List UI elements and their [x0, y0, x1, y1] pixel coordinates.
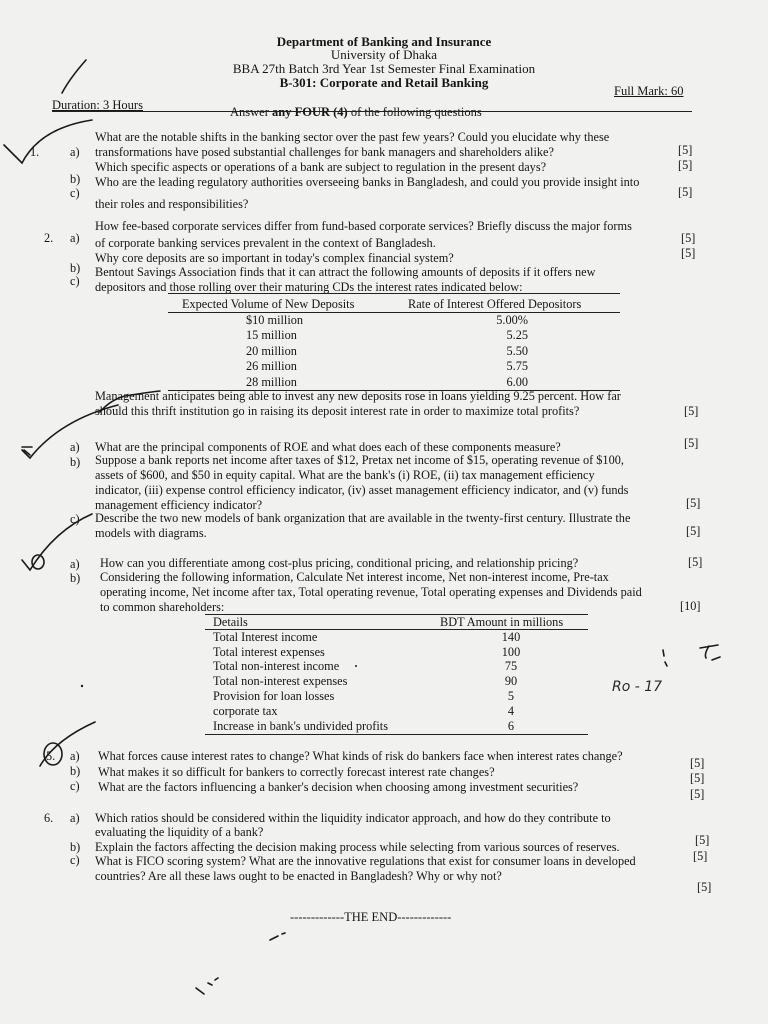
q1b-mark: [5]	[678, 158, 693, 172]
handwritten-note: Ro - 17	[612, 679, 663, 695]
q3b-text-line3: indicator, (iii) expense control efficiency indicator, (iv) asset management efficiency indicator, and (v) funds	[95, 483, 629, 497]
q6a-label: a)	[70, 811, 80, 825]
deposit-header-rate: Rate of Interest Offered Depositors	[408, 297, 582, 311]
duration: Duration: 3 Hours	[52, 98, 143, 112]
table-cell-label: Total Interest income	[213, 629, 318, 644]
q1a-mark: [5]	[678, 143, 693, 157]
q5b-label: b)	[70, 764, 81, 778]
table-cell-value: 6	[507, 718, 515, 733]
instructions: Answer any FOUR (4) of the following questions	[230, 105, 482, 119]
the-end: -------------THE END-------------	[290, 910, 452, 924]
exam-title: BBA 27th Batch 3rd Year 1st Semester Final Examination	[232, 61, 536, 76]
q3b-text-line4: management efficiency indicator?	[95, 498, 263, 512]
table-cell-value: 4	[507, 703, 515, 718]
table-cell-label: 28 million	[246, 374, 297, 389]
ink-dot	[81, 685, 83, 687]
table-cell-label: 15 million	[246, 328, 297, 342]
circle-q5-number	[44, 743, 62, 765]
q3b-mark: [5]	[686, 496, 701, 510]
q2c-text-line1: Bentout Savings Association finds that it can attract the following amounts of deposits if it offers new	[95, 265, 596, 279]
q2c-followup-line1: Management anticipates being able to invest any new deposits rose in loans yielding 9.25 percent. How far	[95, 389, 621, 403]
q4b-text-line2: operating income, Net income after tax, Total operating revenue, Total operating expenses and Dividends paid	[100, 585, 642, 599]
q3b-label: b)	[70, 455, 81, 469]
q2a-mark: [5]	[681, 231, 696, 245]
q5a-text: What forces cause interest rates to change? What kinds of risk do bankers face when interest rates change?	[98, 749, 623, 763]
handwritten-dots	[663, 650, 667, 666]
q3a-mark: [5]	[684, 436, 699, 450]
q3b-text-line1: Suppose a bank reports net income after taxes of $12, Pretax net income of $15, operating revenue of $100,	[95, 453, 624, 467]
q2c-followup-line2: should this thrift institution go in raising its deposit interest rate in order to maximize total profits?	[95, 404, 580, 418]
ink-dot-2	[355, 665, 357, 667]
q1a-label: a)	[70, 145, 80, 159]
q6b-label: b)	[70, 840, 81, 854]
question-2-number: 2.	[44, 231, 54, 245]
q1a-text-line2: transformations have posed substantial challenges for bank managers and shareholders alike?	[95, 145, 554, 159]
table-cell-label: Provision for loan losses	[213, 689, 335, 703]
q5c-text: What are the factors influencing a banker's decision when choosing among investment securities?	[98, 780, 579, 794]
table-cell-value: 5.75	[506, 359, 528, 373]
q2c-mark: [5]	[684, 404, 699, 418]
scribble-mid	[270, 933, 285, 940]
q2a-text-line2: of corporate banking services prevalent in the context of Bangladesh.	[95, 236, 436, 250]
table-cell-value: 5.50	[506, 343, 528, 358]
q6a-text-line1: Which ratios should be considered within the liquidity indicator approach, and how do they contribute to	[95, 811, 611, 825]
scribble-bottom	[196, 978, 218, 994]
table-cell-label: Total interest expenses	[213, 644, 325, 659]
department-name: Department of Banking and Insurance	[276, 34, 492, 49]
q2b-text: Why core deposits are so important in today's complex financial system?	[95, 251, 454, 265]
course-title: B-301: Corporate and Retail Banking	[279, 75, 489, 90]
income-header-amount: BDT Amount in millions	[440, 615, 564, 629]
q1b-label: b)	[70, 172, 81, 186]
q3c-text-line2: models with diagrams.	[95, 526, 207, 540]
q6a-mark: [5]	[695, 833, 710, 847]
q2a-label: a)	[70, 231, 80, 245]
q3b-text-line2: assets of $600, and $50 in equity capital. What are the bank's (i) ROE, (ii) tax management efficiency	[95, 468, 595, 482]
q6a-text-line2: evaluating the liquidity of a bank?	[95, 825, 264, 839]
bracket-mark-q2	[100, 391, 160, 412]
q1c-text-line2: their roles and responsibilities?	[95, 197, 249, 211]
q1c-mark: [5]	[678, 185, 693, 199]
university-name: University of Dhaka	[330, 47, 438, 62]
q2b-mark: [5]	[681, 246, 696, 260]
question-5-number: 5.	[46, 749, 56, 763]
table-cell-label: Increase in bank's undivided profits	[213, 718, 389, 733]
table-cell-label: 26 million	[246, 359, 297, 373]
q5c-mark: [5]	[690, 787, 705, 801]
table-cell-label: Total non-interest income	[213, 659, 340, 674]
check-mark-q3	[22, 405, 118, 458]
q3a-label: a)	[70, 440, 80, 454]
table-cell-value: 90	[504, 674, 518, 689]
tick-mark-top	[62, 60, 86, 93]
q6c-label: c)	[70, 853, 80, 867]
q6c-mark: [5]	[697, 880, 712, 894]
deposit-header-volume: Expected Volume of New Deposits	[182, 297, 355, 311]
q5c-label: c)	[70, 779, 80, 793]
q2a-text-line1: How fee-based corporate services differ from fund-based corporate services? Briefly discuss the major forms	[95, 219, 632, 233]
q1c-text-line1: Who are the leading regulatory authorities overseeing banks in Bangladesh, and could you provide insight into	[95, 175, 640, 189]
q1a-text-line1: What are the notable shifts in the banking sector over the past few years? Could you elucidate why these	[95, 130, 610, 144]
q1b-text: Which specific aspects or operations of a bank are subject to regulation in the present days?	[95, 160, 547, 174]
q5a-mark: [5]	[690, 756, 705, 770]
q5b-mark: [5]	[690, 771, 705, 785]
table-cell-value: 5.25	[506, 328, 528, 342]
handwritten-squiggle	[700, 645, 720, 660]
q6b-mark: [5]	[693, 849, 708, 863]
q3c-text-line1: Describe the two new models of bank organization that are available in the twenty-first century. Illustrate the	[95, 511, 631, 525]
q4a-label: a)	[70, 557, 80, 571]
q5a-label: a)	[70, 749, 80, 763]
q3c-mark: [5]	[686, 524, 701, 538]
q6c-text-line2: countries? Are all these laws ought to be enacted in Bangladesh? Why or why not?	[95, 869, 502, 883]
income-header-details: Details	[213, 615, 248, 629]
check-mark-q1	[4, 120, 92, 163]
q6c-text-line1: What is FICO scoring system? What are the innovative regulations that exist for consumer loans in developed	[95, 854, 636, 868]
table-cell-label: corporate tax	[213, 703, 278, 718]
full-mark: Full Mark: 60	[614, 84, 684, 98]
q6b-text: Explain the factors affecting the decision making process while selecting from various sources of reserves.	[95, 840, 620, 854]
table-cell-value: 100	[501, 644, 521, 659]
q2b-label: b)	[70, 261, 81, 275]
table-cell-label: $10 million	[246, 312, 304, 327]
table-cell-value: 140	[501, 629, 521, 644]
question-1-number: 1.	[30, 145, 40, 159]
q5b-text: What makes it so difficult for bankers to correctly forecast interest rate changes?	[98, 765, 495, 779]
table-cell-value: 5	[507, 689, 515, 703]
q4b-text-line3: to common shareholders:	[100, 600, 225, 614]
q1c-label: c)	[70, 186, 80, 200]
q2c-label: c)	[70, 274, 80, 288]
q4a-text: How can you differentiate among cost-plus pricing, conditional pricing, and relationship pricing?	[100, 556, 579, 570]
q4b-text-line1: Considering the following information, Calculate Net interest income, Net non-interest income, Pre-tax	[100, 570, 609, 584]
table-cell-label: 20 million	[246, 343, 297, 358]
table-cell-label: Total non-interest expenses	[213, 674, 348, 689]
q2c-text-line2: depositors and those rolling over their maturing CDs the interest rates indicated below:	[95, 280, 523, 294]
table-cell-value: 75	[504, 659, 518, 674]
q4a-mark: [5]	[688, 555, 703, 569]
q3c-label: c)	[70, 512, 80, 526]
q3a-text: What are the principal components of ROE and what does each of these components measure?	[95, 440, 561, 454]
table-cell-value: 5.00%	[496, 312, 528, 327]
table-cell-value: 6.00	[506, 374, 528, 389]
q4b-label: b)	[70, 571, 81, 585]
q4b-mark: [10]	[680, 599, 701, 613]
question-6-number: 6.	[44, 811, 54, 825]
